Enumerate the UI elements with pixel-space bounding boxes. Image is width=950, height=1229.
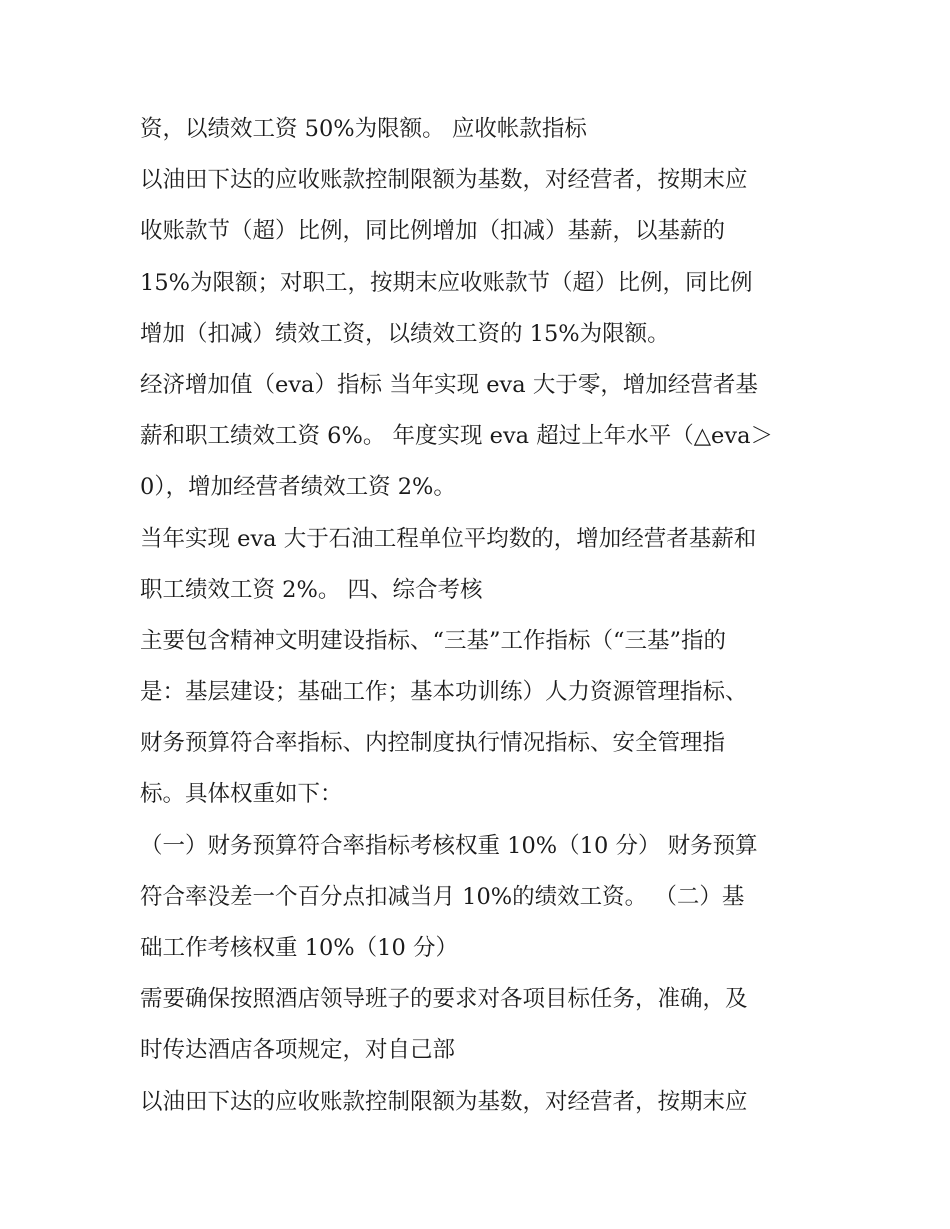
text-line-17: 础工作考核权重 10%（10 分） bbox=[140, 935, 458, 961]
text-line-2: 以油田下达的应收账款控制限额为基数，对经营者，按期末应 bbox=[140, 167, 748, 194]
text-line-3: 收账款节（超）比例，同比例增加（扣减）基薪，以基薪的 bbox=[140, 218, 726, 245]
text-line-15: （一）财务预算符合率指标考核权重 10%（10 分） 财务预算 bbox=[140, 832, 758, 859]
text-line-12: 是：基层建设；基础工作；基本功训练）人力资源管理指标、 bbox=[140, 679, 748, 706]
text-line-8: 0），增加经营者绩效工资 2%。 bbox=[140, 474, 456, 501]
text-line-7: 薪和职工绩效工资 6%。 年度实现 eva 超过上年水平（△eva＞ bbox=[140, 423, 773, 450]
text-line-20: 以油田下达的应收账款控制限额为基数，对经营者，按期末应 bbox=[140, 1088, 748, 1115]
text-line-9: 当年实现 eva 大于石油工程单位平均数的，增加经营者基薪和 bbox=[140, 525, 757, 552]
text-line-1: 资，以绩效工资 50%为限额。 应收帐款指标 bbox=[140, 116, 587, 142]
text-line-5: 增加（扣减）绩效工资，以绩效工资的 15%为限额。 bbox=[140, 320, 670, 347]
text-line-14: 标。具体权重如下： bbox=[140, 781, 343, 808]
text-line-16: 符合率没差一个百分点扣减当月 10%的绩效工资。 （二）基 bbox=[140, 883, 745, 910]
text-line-10: 职工绩效工资 2%。 四、综合考核 bbox=[140, 576, 483, 603]
text-line-18: 需要确保按照酒店领导班子的要求对各项目标任务，准确，及 bbox=[140, 986, 748, 1013]
body-text bbox=[140, 104, 820, 1128]
text-line-11: 主要包含精神文明建设指标、“三基”工作指标（“三基”指的 bbox=[140, 627, 727, 654]
text-line-13: 财务预算符合率指标、内控制度执行情况指标、安全管理指 bbox=[140, 730, 726, 757]
text-line-6: 经济增加值（eva）指标 当年实现 eva 大于零，增加经营者基 bbox=[140, 371, 758, 398]
text-line-19: 时传达酒店各项规定，对自己部 bbox=[140, 1037, 456, 1064]
text-line-4: 15%为限额；对职工，按期末应收账款节（超）比例，同比例 bbox=[140, 269, 753, 296]
